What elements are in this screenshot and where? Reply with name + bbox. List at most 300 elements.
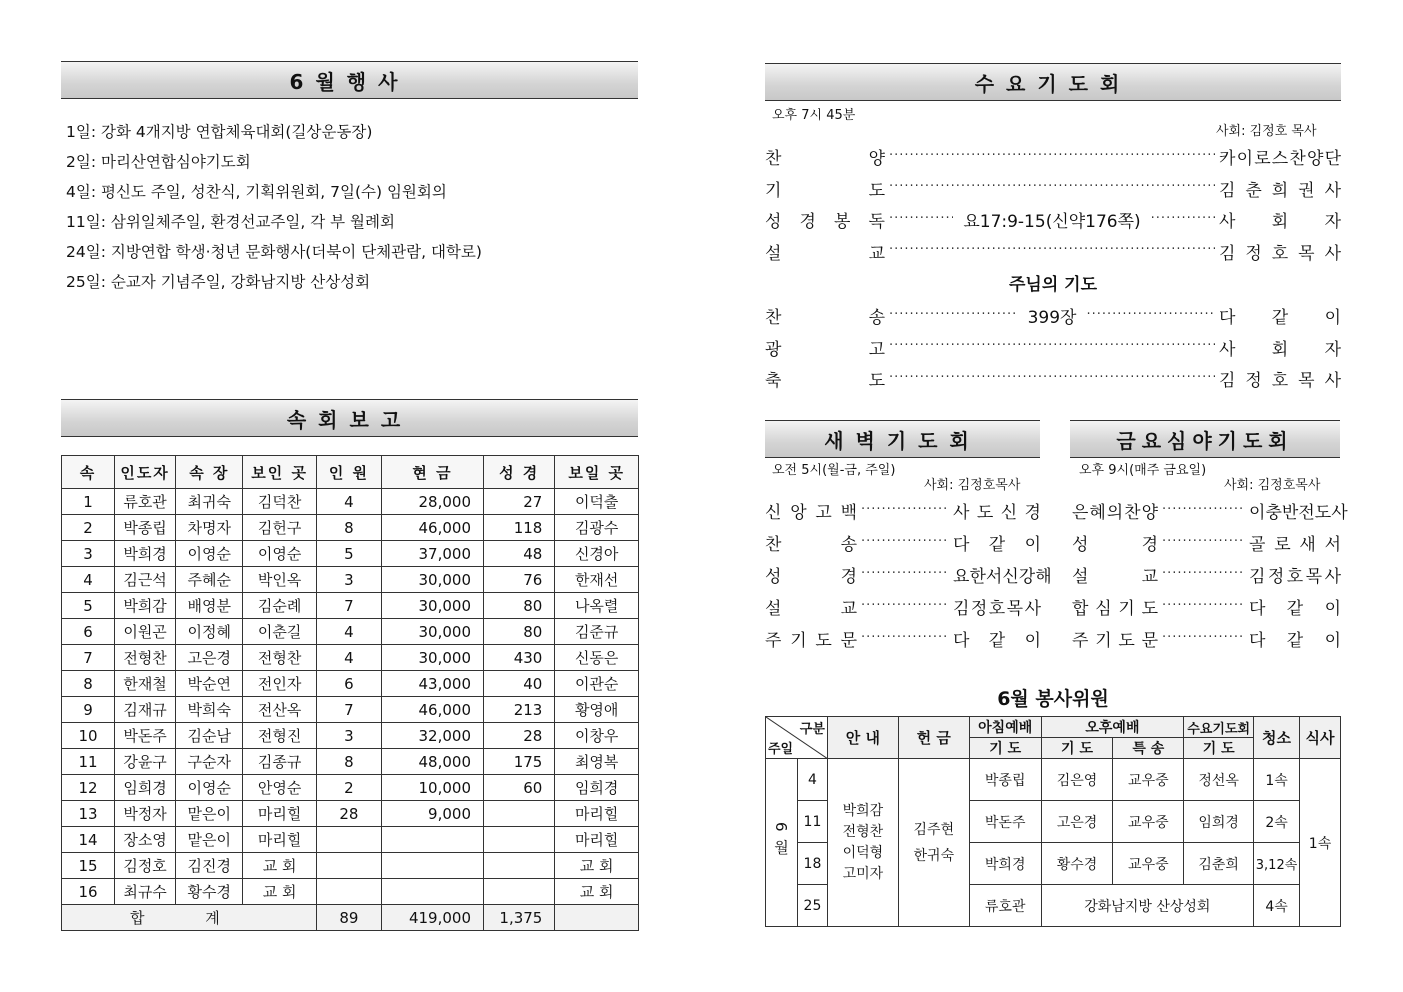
aft-prayer-cell: 김은영: [1041, 759, 1113, 801]
col-header: 보인 곳: [243, 456, 316, 489]
order-value: 다 같 이: [1219, 308, 1341, 328]
col-header: 속: [62, 456, 115, 489]
table-cell: 김순례: [243, 593, 316, 619]
june-events-header: [61, 61, 638, 99]
event-item: 11일: 삼위일체주일, 환경선교주일, 각 부 월례회: [66, 213, 395, 231]
cell-report-body: [62, 489, 639, 905]
table-cell: 한재선: [555, 567, 639, 593]
total-label: 합 계: [62, 905, 317, 931]
table-cell: 13: [62, 801, 115, 827]
table-cell: 2: [62, 515, 115, 541]
table-row: [62, 567, 639, 593]
table-cell: 80: [484, 593, 555, 619]
guide-header: 안 내: [827, 717, 898, 759]
table-cell: 30,000: [382, 645, 484, 671]
clean-cell: 4속: [1254, 885, 1300, 927]
table-cell: 이정혜: [176, 619, 243, 645]
order-line: [765, 594, 1041, 619]
order-value: 다 같 이: [1249, 599, 1341, 619]
col-header: 인 원: [316, 456, 381, 489]
table-cell: 마리힐: [243, 801, 316, 827]
order-line: [765, 626, 1041, 651]
event-item: 1일: 강화 4개지방 연합체육대회(길상운동장): [66, 123, 373, 141]
wed-cell: 임희경: [1184, 801, 1254, 843]
morning-cell: 박돈주: [969, 801, 1041, 843]
order-label: 성 경: [1072, 535, 1158, 555]
table-cell: 30,000: [382, 619, 484, 645]
table-cell: 김헌구: [243, 515, 316, 541]
wednesday-host: 사회: 김정호 목사: [1216, 124, 1317, 139]
clean-cell: 1속: [1254, 759, 1300, 801]
table-cell: 강윤구: [115, 749, 176, 775]
order-label: 주 기 도 문: [1072, 631, 1158, 651]
table-cell: 이관순: [555, 671, 639, 697]
order-value: 다 같 이: [953, 631, 1041, 651]
dot-leader: [1162, 566, 1245, 584]
table-cell: 118: [484, 515, 555, 541]
table-cell: 맡은이: [176, 801, 243, 827]
col-header: 속 장: [176, 456, 243, 489]
table-cell: [316, 879, 381, 905]
table-cell: 12: [62, 775, 115, 801]
order-label: 찬 송: [765, 308, 885, 328]
order-line: [765, 144, 1341, 169]
table-cell: 80: [484, 619, 555, 645]
friday-time: 오후 9시(매주 금요일): [1079, 463, 1207, 478]
table-cell: 28: [316, 801, 381, 827]
table-cell: 박희숙: [176, 697, 243, 723]
table-cell: 15: [62, 853, 115, 879]
col-header: 보일 곳: [555, 456, 639, 489]
order-line: [765, 366, 1341, 391]
offering-cell: [898, 759, 969, 927]
table-cell: 4: [316, 619, 381, 645]
table-row: [62, 619, 639, 645]
table-cell: 박정자: [115, 801, 176, 827]
table-cell: 이영순: [176, 775, 243, 801]
table-cell: 이춘길: [243, 619, 316, 645]
table-cell: 32,000: [382, 723, 484, 749]
table-cell: 맡은이: [176, 827, 243, 853]
table-cell: 김덕찬: [243, 489, 316, 515]
order-label: 광 고: [765, 339, 885, 360]
table-row: [62, 671, 639, 697]
table-cell: 이원곤: [115, 619, 176, 645]
service-title: [765, 684, 1341, 711]
table-cell: 교 회: [555, 853, 639, 879]
dot-leader: [1162, 598, 1245, 616]
total-count: 89: [316, 905, 381, 931]
order-label: 은 혜 의 찬 양: [1072, 503, 1158, 523]
order-value: 사 회 자: [1219, 339, 1341, 360]
order-label: 주 기 도 문: [765, 631, 857, 651]
total-money: 419,000: [382, 905, 484, 931]
order-line: [765, 562, 1052, 587]
table-row: [62, 879, 639, 905]
order-label: 설 교: [1072, 567, 1158, 587]
table-cell: 안영순: [243, 775, 316, 801]
table-cell: 임희경: [115, 775, 176, 801]
wednesday-title: 수요기도회: [974, 71, 1132, 96]
morning-header: 아침예배: [969, 717, 1041, 738]
order-line: [1072, 530, 1341, 555]
dot-leader: [1086, 307, 1215, 325]
order-value: 김 춘 희 권 사: [1219, 180, 1341, 201]
table-cell: [484, 827, 555, 853]
table-cell: [484, 853, 555, 879]
order-label: 성 경 봉 독: [765, 212, 885, 232]
table-cell: 46,000: [382, 515, 484, 541]
table-cell: 10: [62, 723, 115, 749]
table-cell: 이덕출: [555, 489, 639, 515]
table-cell: [484, 879, 555, 905]
dot-leader: [1162, 502, 1245, 520]
dot-leader: [889, 242, 1215, 260]
table-cell: 마리힐: [555, 827, 639, 853]
table-cell: [382, 879, 484, 905]
table-header-row: [62, 456, 639, 489]
table-cell: 6: [316, 671, 381, 697]
table-cell: 2: [316, 775, 381, 801]
aft-special-cell: 교우중: [1113, 801, 1184, 843]
wed-cell: 정선옥: [1184, 759, 1254, 801]
table-cell: 37,000: [382, 541, 484, 567]
table-row: [62, 515, 639, 541]
aft-prayer-header: 기 도: [1041, 738, 1113, 759]
table-cell: 28: [484, 723, 555, 749]
table-cell: 30,000: [382, 593, 484, 619]
table-cell: 8: [62, 671, 115, 697]
table-cell: 5: [62, 593, 115, 619]
table-cell: 43,000: [382, 671, 484, 697]
dot-leader: [861, 630, 949, 648]
col-header: 인도자: [115, 456, 176, 489]
table-cell: 신경아: [555, 541, 639, 567]
table-cell: 8: [316, 515, 381, 541]
table-cell: 전형찬: [115, 645, 176, 671]
lords-prayer: [765, 270, 1341, 295]
table-row: [62, 853, 639, 879]
morning-cell: 박종립: [969, 759, 1041, 801]
order-value: 요 한 서 신 강 해: [953, 567, 1052, 587]
table-cell: 류호관: [115, 489, 176, 515]
dot-leader: [889, 307, 1018, 325]
table-cell: 교 회: [555, 879, 639, 905]
order-value: 김 정 호 목 사: [1249, 567, 1341, 587]
table-cell: 1: [62, 489, 115, 515]
table-cell: [382, 827, 484, 853]
dot-leader: [889, 148, 1215, 166]
order-line: [765, 239, 1341, 264]
wednesday-header: [765, 63, 1341, 101]
dot-leader: [861, 598, 949, 616]
table-cell: 175: [484, 749, 555, 775]
table-cell: 최규수: [115, 879, 176, 905]
table-cell: 4: [316, 489, 381, 515]
wed-prayer-header: 기 도: [1184, 738, 1254, 759]
order-line: [765, 498, 1041, 523]
dawn-title: 새벽기도회: [824, 428, 981, 453]
table-cell: 마리힐: [243, 827, 316, 853]
col-header: 성 경: [484, 456, 555, 489]
table-cell: 김광수: [555, 515, 639, 541]
table-cell: 신동은: [555, 645, 639, 671]
month-text: 6월: [771, 822, 790, 863]
table-row: [62, 593, 639, 619]
dot-leader: [1162, 630, 1245, 648]
total-row: [62, 905, 639, 931]
order-label: 성 경: [765, 567, 857, 587]
order-value: 이 충 반 전 도 사: [1249, 503, 1348, 523]
table-cell: 213: [484, 697, 555, 723]
table-cell: 차명자: [176, 515, 243, 541]
table-cell: 황수경: [176, 879, 243, 905]
guides-cell: [827, 759, 898, 927]
order-value: 김 정 호 목 사: [1219, 243, 1341, 264]
order-value: 다 같 이: [1249, 631, 1341, 651]
table-row: [62, 697, 639, 723]
order-label: 합 심 기 도: [1072, 599, 1158, 619]
table-cell: 7: [62, 645, 115, 671]
table-cell: 박돈주: [115, 723, 176, 749]
table-cell: 박순연: [176, 671, 243, 697]
order-value: 사 도 신 경: [953, 503, 1041, 523]
dot-leader: [1162, 534, 1245, 552]
table-row: [62, 489, 639, 515]
order-label: 신 앙 고 백: [765, 503, 857, 523]
wed-header: 수요기도회: [1184, 717, 1254, 738]
clean-cell: 3,12속: [1254, 843, 1300, 885]
day-cell: 25: [797, 885, 827, 927]
table-cell: 9,000: [382, 801, 484, 827]
table-row: [62, 801, 639, 827]
table-cell: 전산옥: [243, 697, 316, 723]
order-label: 설 교: [765, 243, 885, 264]
gubun-label: 구분: [799, 722, 825, 737]
event-item: 4일: 평신도 주일, 성찬식, 기획위원회, 7일(수) 임원회의: [66, 183, 447, 201]
month-cell: [766, 759, 798, 927]
table-cell: 11: [62, 749, 115, 775]
table-cell: 3: [316, 723, 381, 749]
week-label: 주일: [768, 742, 794, 757]
day-cell: 4: [797, 759, 827, 801]
table-cell: 430: [484, 645, 555, 671]
table-row: [62, 775, 639, 801]
order-detail: 399장: [1027, 308, 1077, 328]
table-cell: 전형진: [243, 723, 316, 749]
table-cell: 3: [316, 567, 381, 593]
order-value: 사 회 자: [1219, 212, 1341, 232]
table-cell: 14: [62, 827, 115, 853]
service-table: [765, 716, 1341, 927]
clean-header: 청소: [1254, 717, 1300, 759]
dot-leader: [861, 534, 949, 552]
dawn-header: [765, 420, 1040, 458]
table-cell: 주혜순: [176, 567, 243, 593]
table-cell: 박희감: [115, 593, 176, 619]
aft-special-cell: 교우중: [1113, 759, 1184, 801]
table-cell: 이영순: [176, 541, 243, 567]
total-bible: 1,375: [484, 905, 555, 931]
table-cell: 김순남: [176, 723, 243, 749]
order-detail: 요17:9-15(신약176쪽): [963, 212, 1141, 232]
table-cell: [382, 853, 484, 879]
table-cell: 한재철: [115, 671, 176, 697]
dot-leader: [1151, 211, 1215, 229]
order-label: 기 도: [765, 180, 885, 201]
table-cell: 박종립: [115, 515, 176, 541]
table-cell: 16: [62, 879, 115, 905]
service-title-text: 6월 봉사위원: [997, 688, 1109, 710]
table-cell: 김정호: [115, 853, 176, 879]
order-label: 축 도: [765, 371, 885, 391]
day-cell: 11: [797, 801, 827, 843]
dot-leader: [889, 338, 1215, 356]
order-label: 설 교: [765, 599, 857, 619]
event-item: 24일: 지방연합 학생·청년 문화행사(더북이 단체관람, 대학로): [66, 243, 482, 261]
order-line: [765, 530, 1041, 555]
clean-cell: 2속: [1254, 801, 1300, 843]
aft-prayer-cell: 황수경: [1041, 843, 1113, 885]
corner-cell: [766, 717, 828, 759]
dot-leader: [889, 370, 1215, 388]
offering-text: 김주현 한귀숙: [913, 821, 955, 864]
wed-cell: 김춘희: [1184, 843, 1254, 885]
dot-leader: [889, 179, 1215, 197]
table-cell: 9: [62, 697, 115, 723]
table-cell: 46,000: [382, 697, 484, 723]
order-line: [765, 207, 1341, 232]
dot-leader: [889, 211, 953, 229]
order-value: 카 이 로 스 찬 양 단: [1219, 149, 1341, 169]
table-cell: 8: [316, 749, 381, 775]
table-row: [62, 749, 639, 775]
table-cell: 40: [484, 671, 555, 697]
table-cell: 임희경: [555, 775, 639, 801]
table-row: [62, 723, 639, 749]
table-row: [62, 541, 639, 567]
table-cell: 4: [316, 645, 381, 671]
lords-prayer-title: 주님의 기도: [1008, 275, 1098, 295]
aft-special-cell: 교우중: [1113, 843, 1184, 885]
col-header: 현 금: [382, 456, 484, 489]
june-events-title: 6월행사: [289, 69, 410, 94]
order-line: [1072, 594, 1341, 619]
dawn-time: 오전 5시(월-금, 주일): [772, 463, 896, 478]
cell-report-header: [61, 399, 638, 437]
table-cell: 장소영: [115, 827, 176, 853]
order-line: [1072, 498, 1348, 523]
dot-leader: [861, 566, 949, 584]
table-cell: 10,000: [382, 775, 484, 801]
table-cell: 27: [484, 489, 555, 515]
table-cell: 6: [62, 619, 115, 645]
event-cell: 강화남지방 산상성회: [1041, 885, 1253, 927]
table-cell: 4: [62, 567, 115, 593]
event-item: 2일: 마리산연합심야기도회: [66, 153, 251, 171]
table-cell: 전형찬: [243, 645, 316, 671]
table-cell: 배영분: [176, 593, 243, 619]
order-value: 김 정 호 목 사: [1219, 371, 1341, 391]
table-cell: 7: [316, 593, 381, 619]
table-cell: 김준규: [555, 619, 639, 645]
order-label: 찬 양: [765, 149, 885, 169]
morning-prayer-header: 기 도: [969, 738, 1041, 759]
table-cell: 박인옥: [243, 567, 316, 593]
morning-cell: 류호관: [969, 885, 1041, 927]
table-cell: 48: [484, 541, 555, 567]
table-cell: 나옥렬: [555, 593, 639, 619]
order-value: 김 정 호 목 사: [953, 599, 1041, 619]
aft-prayer-cell: 고은경: [1041, 801, 1113, 843]
total-empty: [555, 905, 639, 931]
order-line: [1072, 562, 1341, 587]
table-cell: 7: [316, 697, 381, 723]
dot-leader: [861, 502, 949, 520]
table-cell: [484, 801, 555, 827]
table-cell: 김진경: [176, 853, 243, 879]
afternoon-header: 오후예배: [1041, 717, 1184, 738]
table-cell: 박희경: [115, 541, 176, 567]
table-cell: 마리힐: [555, 801, 639, 827]
dawn-host: 사회: 김정호목사: [924, 478, 1021, 493]
table-cell: 48,000: [382, 749, 484, 775]
table-cell: 이창우: [555, 723, 639, 749]
order-label: 찬 송: [765, 535, 857, 555]
table-cell: 황영애: [555, 697, 639, 723]
friday-title: 금요심야기도회: [1116, 428, 1294, 453]
table-cell: 3: [62, 541, 115, 567]
order-value: 다 같 이: [953, 535, 1041, 555]
table-cell: 28,000: [382, 489, 484, 515]
table-cell: 최영복: [555, 749, 639, 775]
aft-special-header: 특 송: [1113, 738, 1184, 759]
meal-cell: 1속: [1300, 759, 1341, 927]
order-line: [1072, 626, 1341, 651]
table-cell: 60: [484, 775, 555, 801]
table-cell: 교 회: [243, 879, 316, 905]
order-value: 골 로 새 서: [1249, 535, 1341, 555]
table-row: [62, 827, 639, 853]
table-cell: 김근석: [115, 567, 176, 593]
service-row: [766, 759, 1341, 801]
table-cell: 30,000: [382, 567, 484, 593]
morning-cell: 박희경: [969, 843, 1041, 885]
table-cell: 5: [316, 541, 381, 567]
event-item: 25일: 순교자 기념주일, 강화남지방 산상성회: [66, 273, 371, 291]
friday-header: [1070, 420, 1340, 458]
table-cell: 76: [484, 567, 555, 593]
table-cell: 전인자: [243, 671, 316, 697]
offering-header: 헌 금: [898, 717, 969, 759]
table-cell: [316, 827, 381, 853]
cell-report-table: [61, 455, 639, 931]
table-cell: 김종규: [243, 749, 316, 775]
meal-header: 식사: [1300, 717, 1341, 759]
order-line: [765, 303, 1341, 328]
wednesday-time: 오후 7시 45분: [772, 108, 856, 123]
friday-host: 사회: 김정호목사: [1224, 478, 1321, 493]
order-line: [765, 335, 1341, 360]
table-cell: 최귀숙: [176, 489, 243, 515]
table-cell: 이영순: [243, 541, 316, 567]
table-cell: 김재규: [115, 697, 176, 723]
cell-report-title: 속회보고: [286, 407, 413, 432]
day-cell: 18: [797, 843, 827, 885]
table-cell: 고은경: [176, 645, 243, 671]
order-line: [765, 176, 1341, 201]
table-cell: 구순자: [176, 749, 243, 775]
